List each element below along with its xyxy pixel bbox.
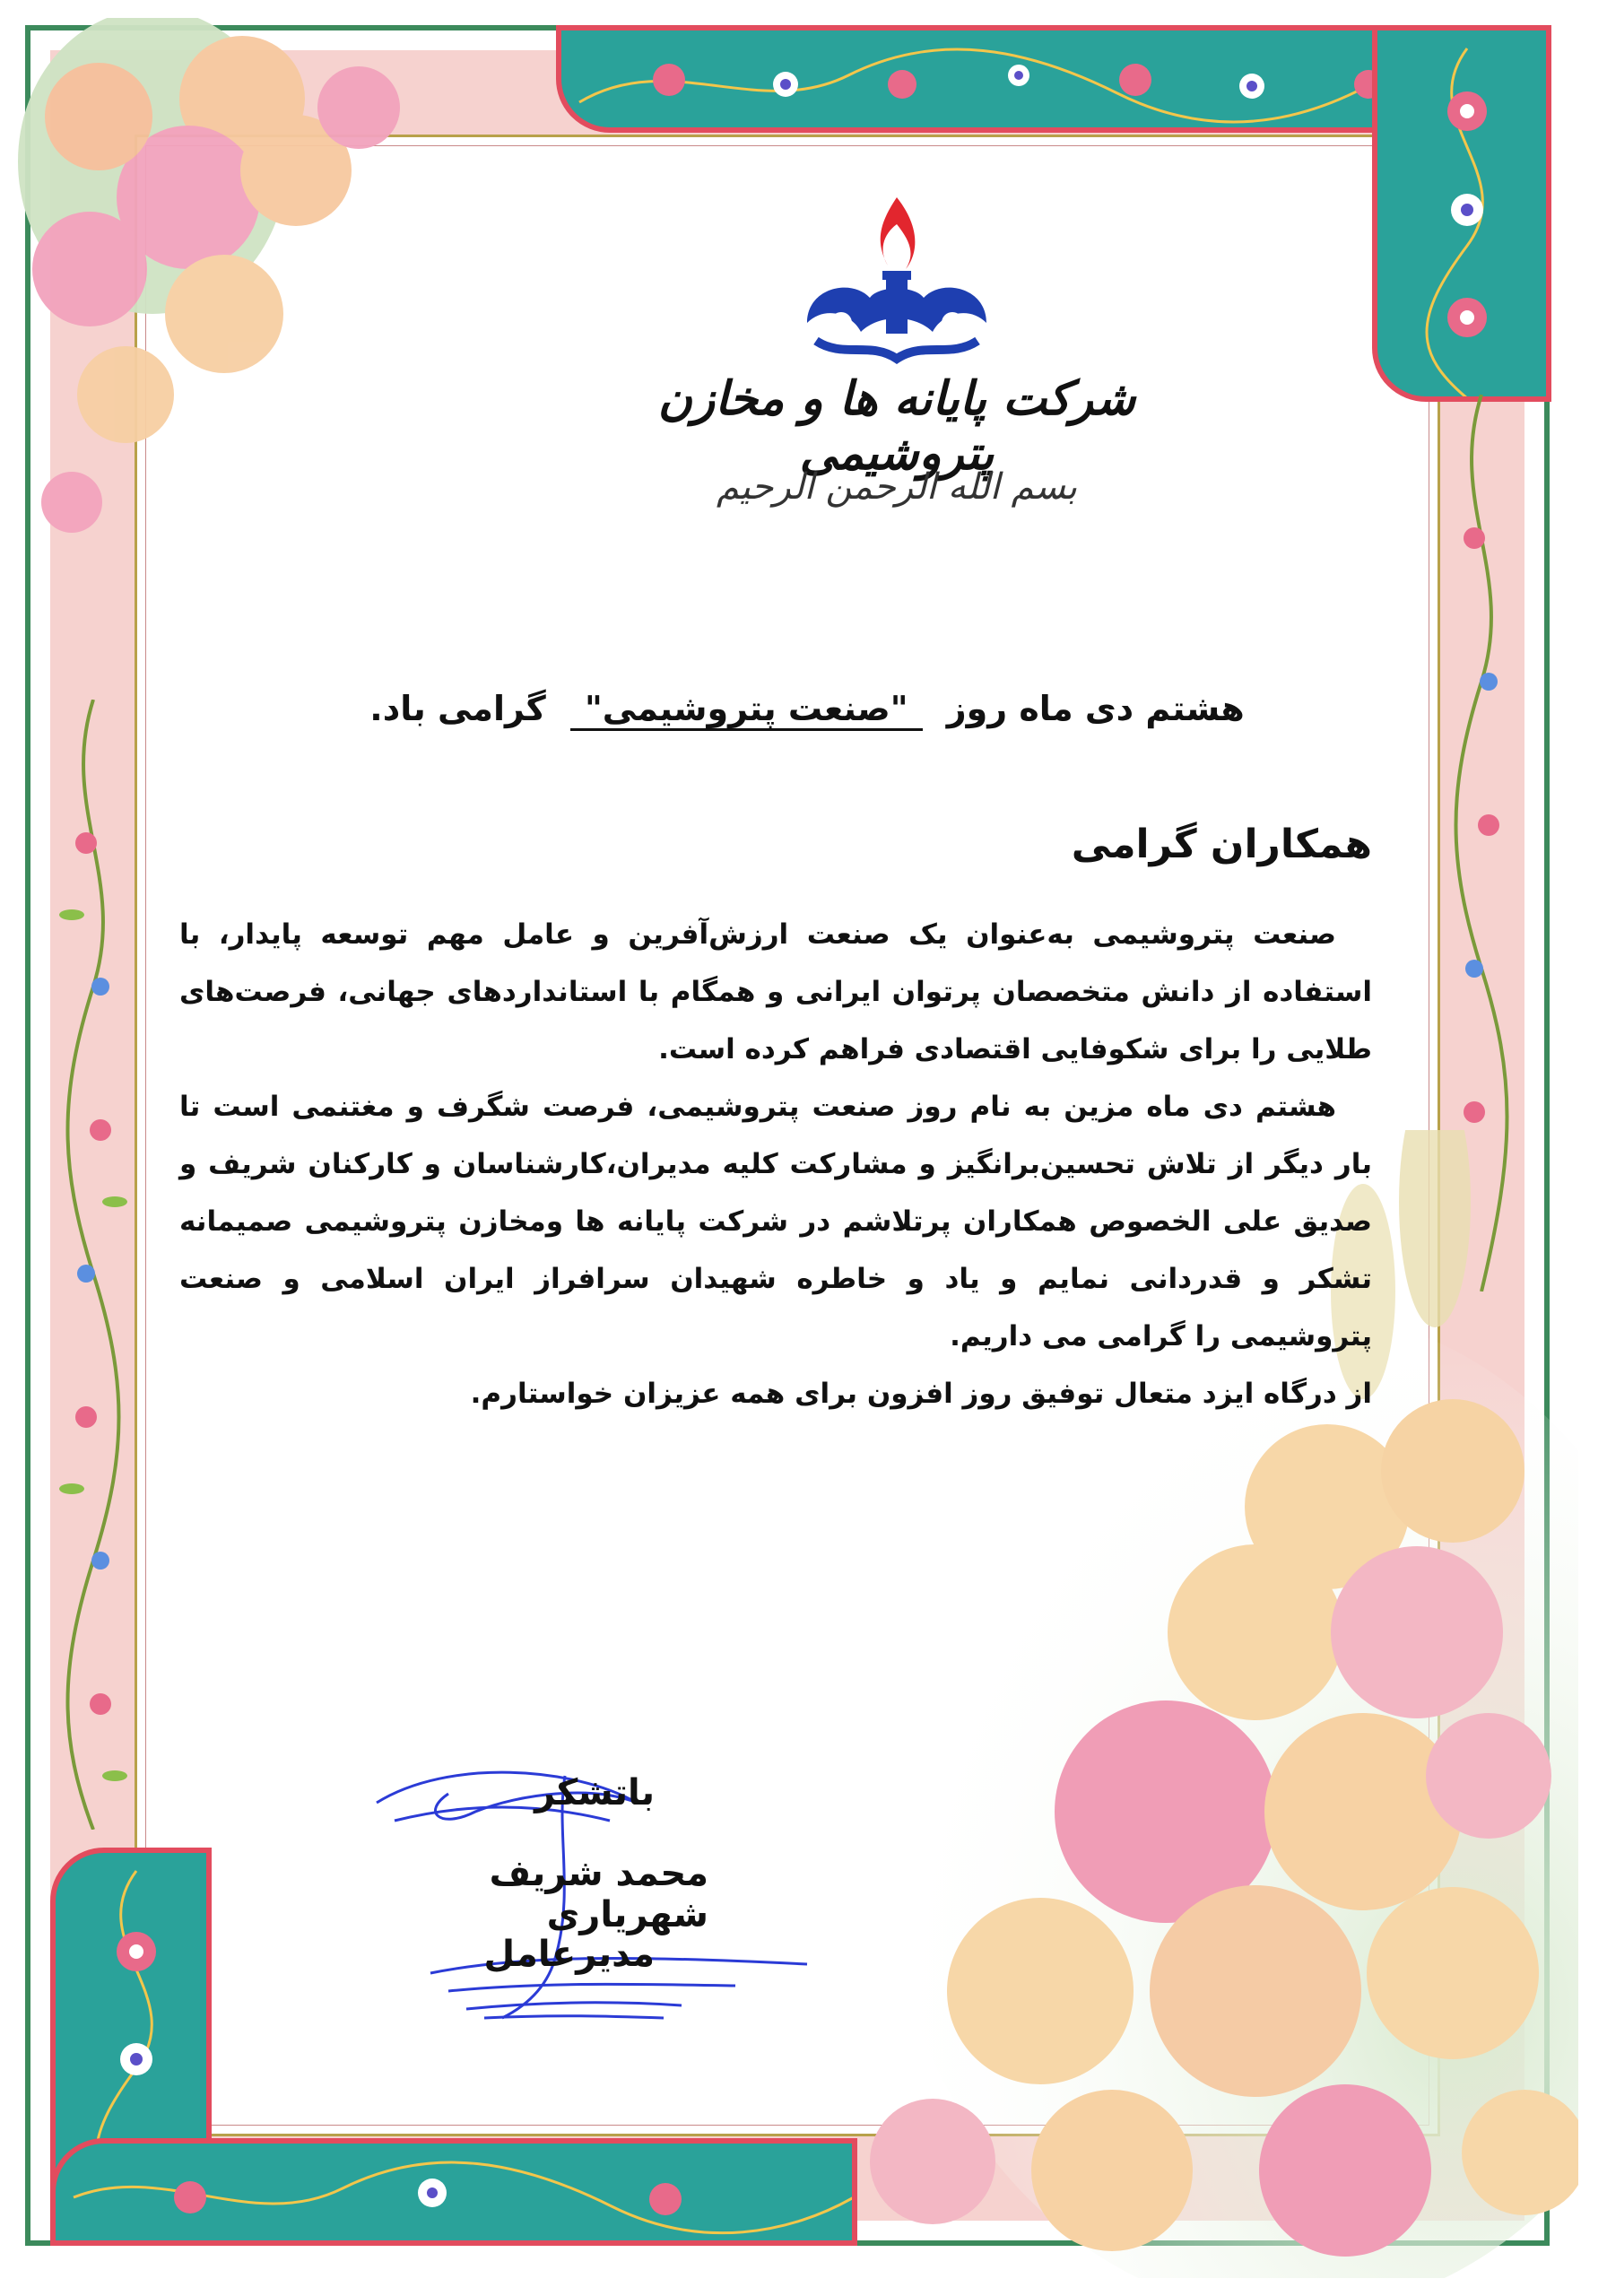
paragraph-2: هشتم دی ماه مزین به نام روز صنعت پتروشیمی، فرصت شگرف و مغتنمی است تا بار دیگر از تلاش تحسین‌برانگیز و مشارکت کلیه مدیران،کارشناسان و کارکنان شریف و صدیق علی الخصوص همکاران پرتلاشم در شرکت پایانه ها ومخازن پتروشیمی صمیمانه تشکر و قدردانی نمایم و یاد و خاطره شهیدان سرافراز ایران اسلامی و صنعت پتروشیمی را گرامی می داریم.: [179, 1091, 1372, 1352]
left-floral-vine: [50, 700, 136, 1830]
company-name: شرکت پایانه ها و مخازن پتروشیمی: [657, 371, 1136, 481]
headline-quoted: "صنعت پتروشیمی": [570, 689, 923, 731]
headline: [269, 689, 1345, 731]
bismillah-calligraphy: بسم الله الرحمن الرحیم: [716, 466, 1078, 508]
right-ornament-panel: [1372, 25, 1551, 402]
bottom-left-ornament-panel: [50, 2138, 857, 2246]
ornament-pattern-icon: [56, 2144, 857, 2246]
letter-body: [179, 906, 1372, 1422]
paragraph-1: صنعت پتروشیمی به‌عنوان یک صنعت ارزش‌آفرین و عامل مهم توسعه پایدار، با استفاده از دانش متخصصان پرتوان ایرانی و همگام با استانداردهای جهانی، فرصت‌های طلایی را برای شکوفایی اقتصادی فراهم کرده است.: [179, 918, 1372, 1065]
signature-title: مدیرعامل: [483, 1934, 655, 1975]
headline-after: گرامی باد.: [369, 689, 546, 728]
headline-before: هشتم دی ماه روز: [946, 689, 1245, 728]
signature-name: محمد شریف شهریاری: [489, 1853, 708, 1935]
signature-block: [350, 1596, 708, 1973]
company-logo: [628, 179, 1166, 556]
petrochemical-logo-icon: [789, 188, 1004, 368]
ornament-pattern-icon: [1377, 30, 1551, 402]
closing-line: از درگاه ایزد متعال توفیق روز افزون برای همه عزیزان خواستارم.: [470, 1378, 1372, 1410]
salutation: همکاران گرامی: [1071, 822, 1372, 867]
signature-thanks: باتشکر: [534, 1772, 655, 1813]
letter-content: [179, 179, 1390, 2108]
